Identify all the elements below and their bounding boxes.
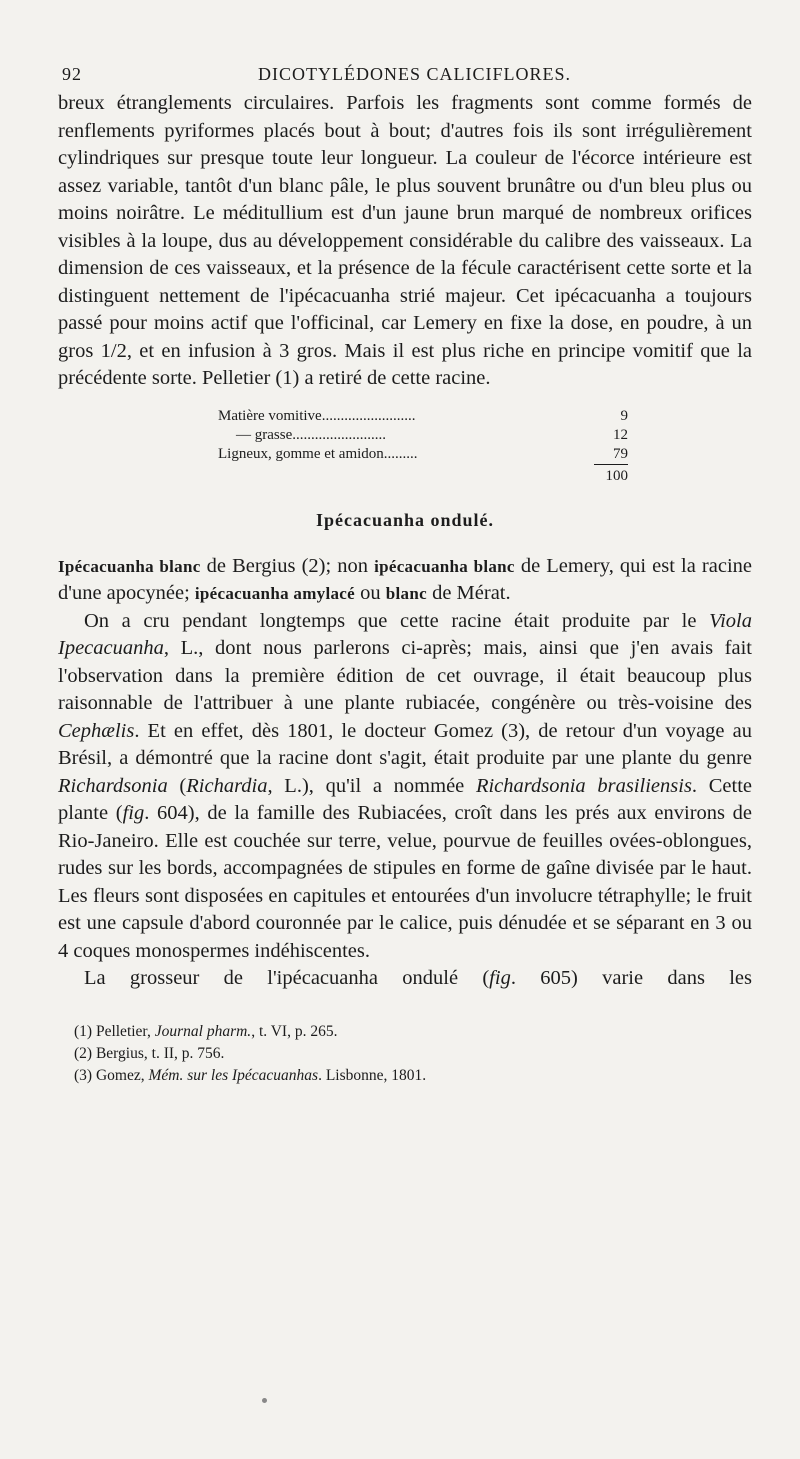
italic-run: fig <box>489 967 511 989</box>
synonym-text: de Mérat. <box>426 582 511 604</box>
composition-label: — grasse......................... <box>236 426 386 443</box>
paragraph-2 <box>58 608 752 966</box>
composition-row <box>218 426 628 445</box>
book-page <box>58 58 752 1087</box>
synonym-text: ou <box>355 582 386 604</box>
footnote-1 <box>74 1021 752 1043</box>
synonymy-paragraph <box>58 553 752 608</box>
composition-value: 12 <box>613 426 628 443</box>
composition-label: Matière vomitive......................... <box>218 407 416 424</box>
composition-row <box>218 407 628 426</box>
composition-total-row <box>218 464 628 486</box>
footnote-2 <box>74 1043 752 1065</box>
composition-table <box>218 407 628 486</box>
text-run: , L., dont nous parlerons ci-après; mais, ainsi que j'en avais fait l'observation dans la première édition de cet ouvrage, il était beaucoup plus raisonnable de l'attribuer à une plante rubiacée, congénère ou très-voisine des <box>58 637 752 714</box>
paragraph-3 <box>58 965 752 993</box>
running-header <box>58 58 752 90</box>
synonym-term: ipécacuanha amylacé <box>194 584 355 603</box>
synonym-text: de Lemery, qui est la racine d'une apocynée; <box>58 554 752 604</box>
italic-run: Richardsonia <box>58 774 168 797</box>
running-title: DICOTYLÉDONES CALICIFLORES. <box>258 64 571 84</box>
text-run: ( <box>167 774 187 797</box>
italic-run: fig <box>122 802 145 824</box>
composition-row <box>218 445 628 465</box>
text-run: . 604), de la famille des Rubiacées, croît dans les prés aux environs de Rio-Janeiro. Elle est couchée sur terre, velue, pourvue de feuilles ovées-oblongues, rudes sur les bords, accompagnées de stipules en forme de gaîne divisée par le haut. Les fleurs sont disposées en capitules et entourées d'un involucre tétraphylle; le fruit est une capsule d'abord couronnée par le calice, puis dénudée et se séparant en 3 ou 4 coques monospermes indéhiscentes. <box>58 802 752 962</box>
footnote-text: (2) Bergius, t. II, p. 756. <box>74 1044 225 1062</box>
composition-total: 100 <box>605 467 628 484</box>
footnotes <box>58 1021 752 1087</box>
italic-run: Viola Ipecacuanha <box>58 609 752 659</box>
footnote-text: (3) Gomez, <box>74 1066 149 1084</box>
paragraph-1: breux étranglements circulaires. Parfois les fragments sont comme formés de renflements pyriformes placés bout à bout; d'autres fois ils sont irrégulièrement cylindriques sur presque toute leur longueur. La couleur de l'écorce intérieure est assez variable, tantôt d'un blanc pâle, le plus souvent brunâtre ou d'un bleu plus ou moins noirâtre. Le méditullium est d'un jaune brun marqué de nombreux orifices visibles à la loupe, dus au développement considérable du calibre des vaisseaux. La dimension de ces vaisseaux, et la présence de la fécule caractérisent cette sorte et la distinguent nettement de l'ipécacuanha strié majeur. Cet ipécacuanha a toujours passé pour moins actif que l'officinal, car Lemery en fixe la dose, en poudre, à un gros 1/2, et en infusion à 3 gros. Mais il est plus riche en principe vomitif que la précédente sorte. Pelletier (1) a retiré de cette racine. <box>58 92 752 389</box>
text-run: . Et en effet, dès 1801, le docteur Gomez (3), de retour d'un voyage au Brésil, a démontré que la racine dont s'agit, était produite par une plante du genre <box>58 719 752 769</box>
footnote-3 <box>74 1065 752 1087</box>
synonym-term: Ipécacuanha blanc <box>58 556 201 576</box>
text-run: La grosseur de l'ipécacuanha ondulé ( <box>84 967 490 989</box>
section-title: Ipécacuanha ondulé. <box>315 509 495 530</box>
body-text <box>58 90 752 993</box>
italic-run: Richardsonia brasiliensis <box>475 774 692 797</box>
italic-run: Cephælis <box>58 719 135 742</box>
footnote-italic: Journal pharm. <box>154 1022 252 1040</box>
text-run: , L.), qu'il a nommée <box>267 774 476 797</box>
footnote-italic: Mém. sur les Ipécacuanhas <box>148 1066 319 1084</box>
italic-run: Richardia <box>186 774 268 797</box>
ink-spot <box>262 1398 267 1403</box>
footnote-text: , t. VI, p. 265. <box>251 1022 338 1040</box>
page-number: 92 <box>62 64 82 84</box>
composition-label: Ligneux, gomme et amidon......... <box>218 445 418 462</box>
synonym-term: blanc <box>385 584 427 603</box>
synonym-text: de Bergius (2); non <box>200 554 375 577</box>
footnote-text: (1) Pelletier, <box>74 1022 155 1040</box>
composition-value: 9 <box>620 407 628 424</box>
text-run: . Cette plante ( <box>58 774 753 824</box>
composition-value: 79 <box>594 445 628 465</box>
footnote-text: . Lisbonne, 1801. <box>318 1066 427 1084</box>
text-run: On a cru pendant longtemps que cette racine était produite par le <box>84 609 710 632</box>
text-run: . 605) varie dans les <box>510 967 752 989</box>
synonym-term: ipécacuanha blanc <box>374 556 515 576</box>
